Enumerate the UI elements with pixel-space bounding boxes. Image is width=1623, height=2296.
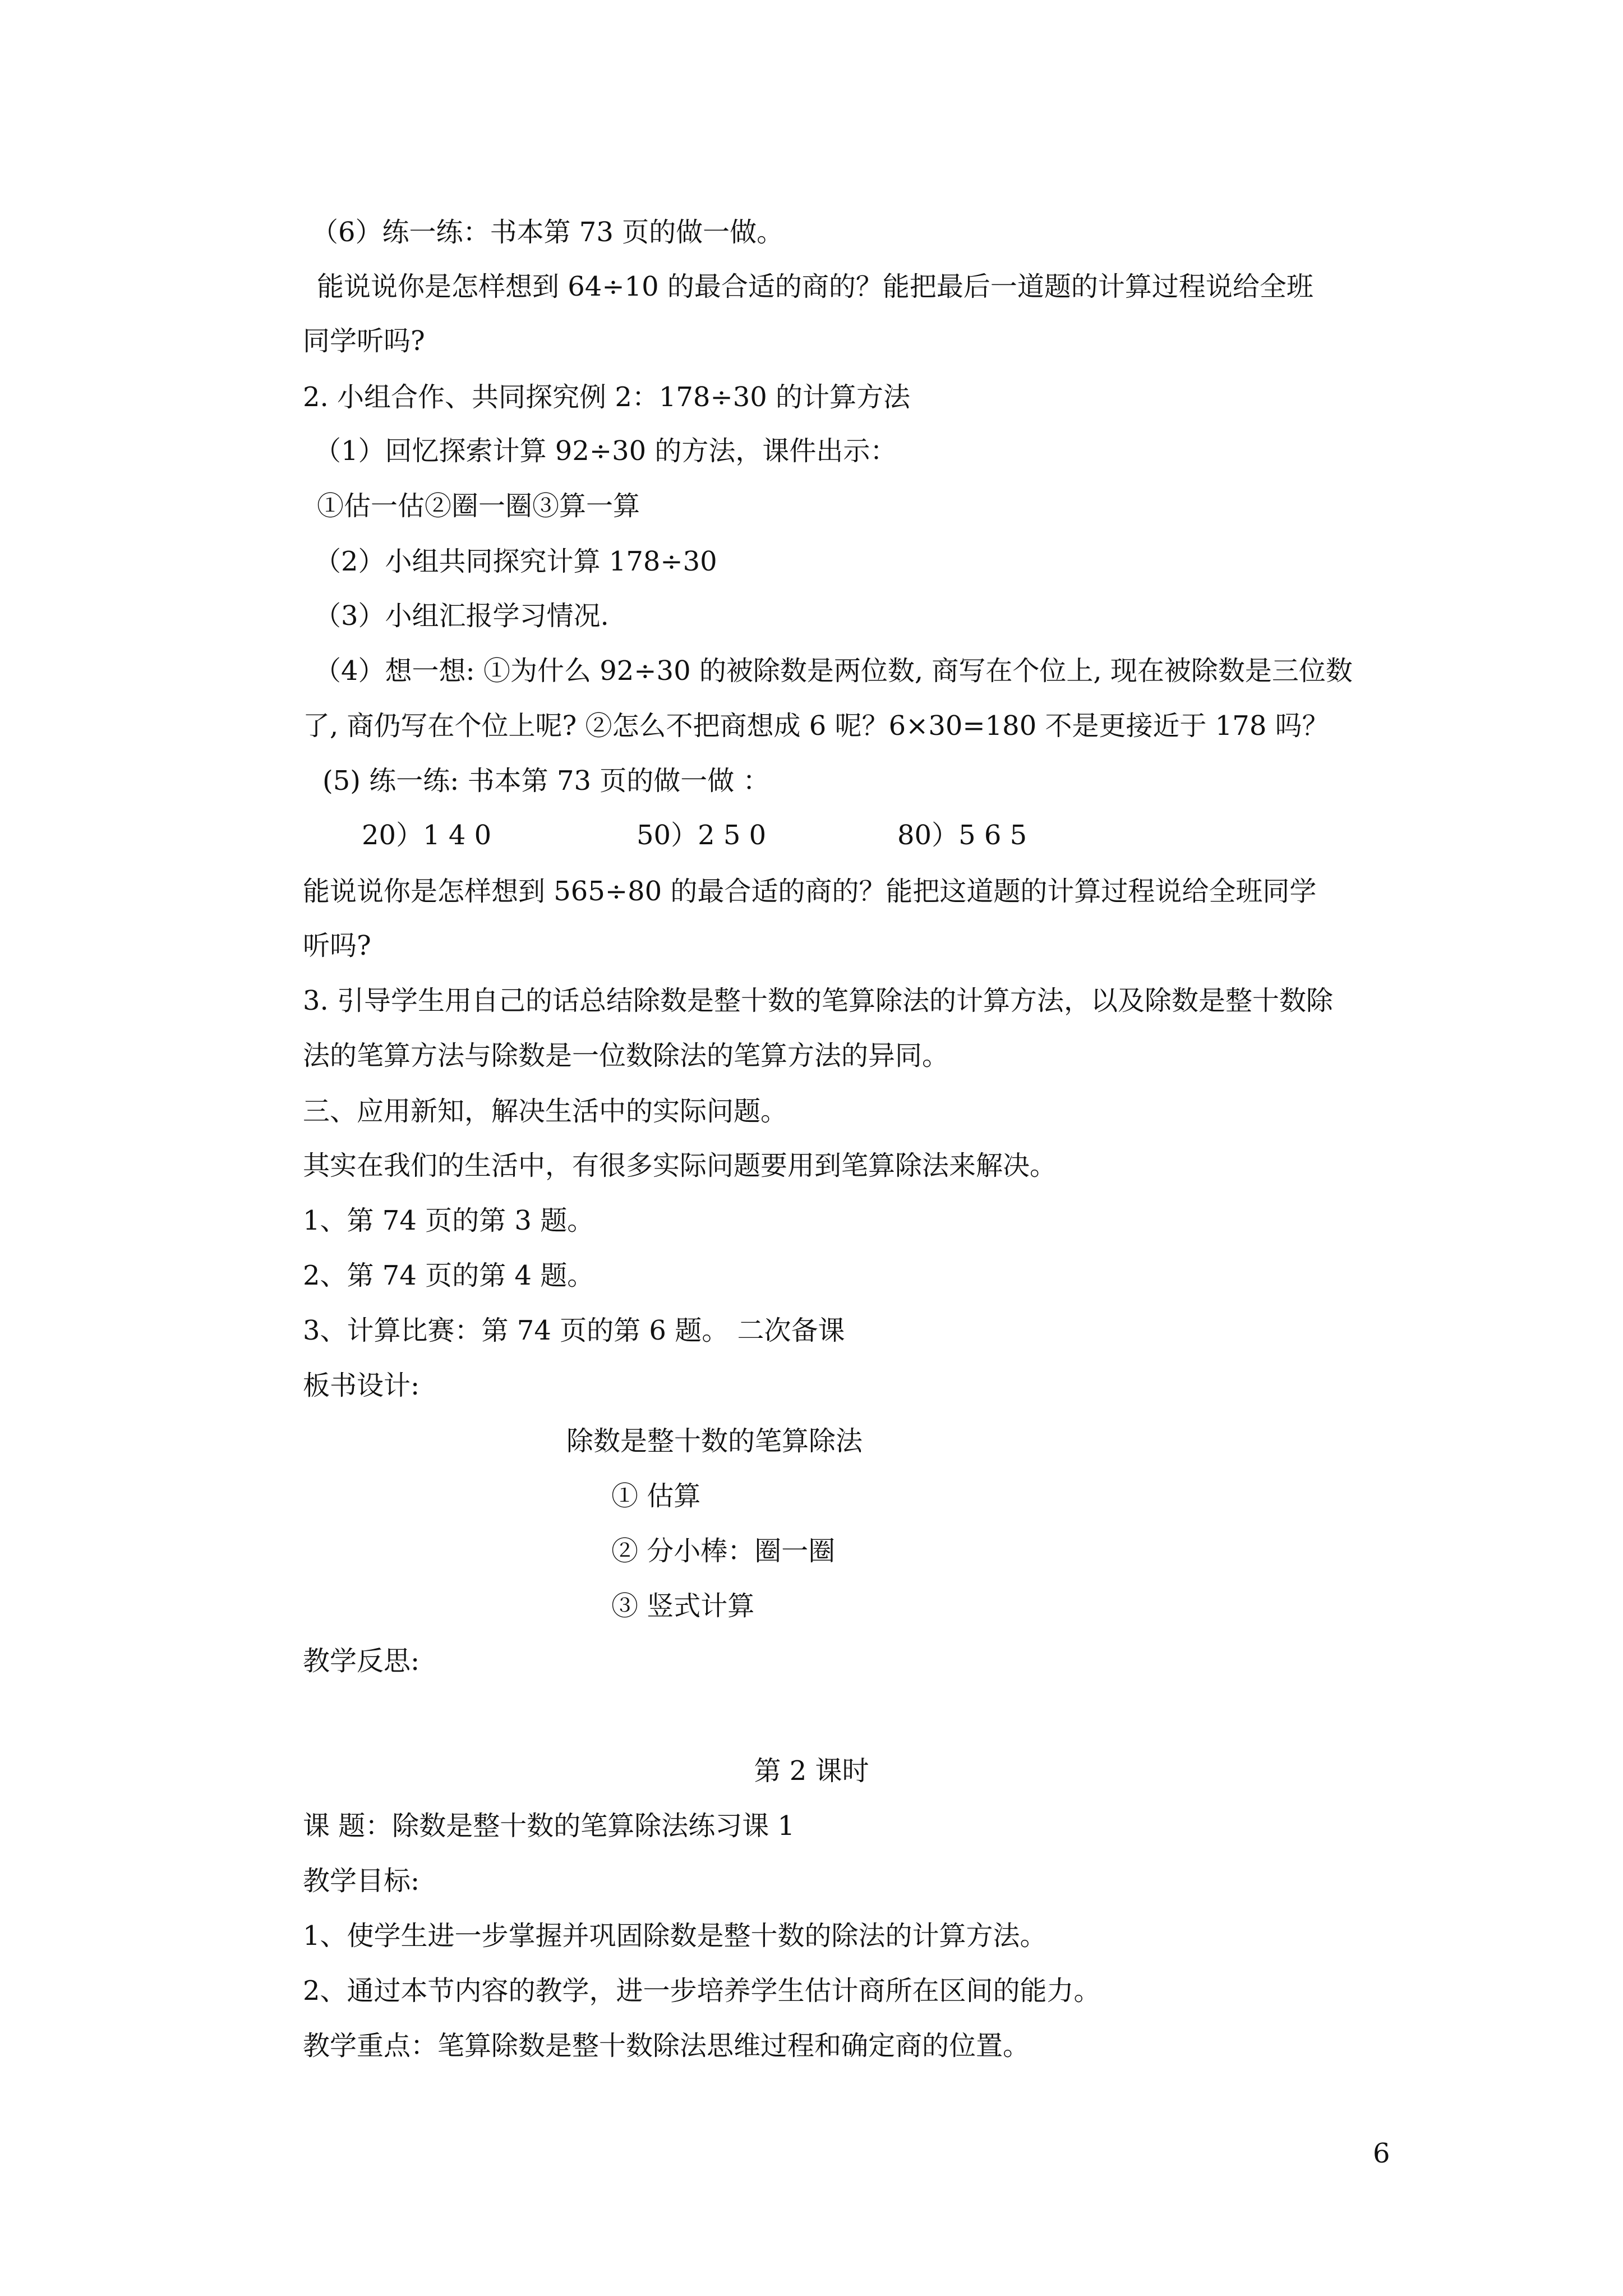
board-item: ③ 竖式计算	[611, 1590, 755, 1622]
section-heading: 2. 小组合作、共同探究例 2：178÷30 的计算方法	[303, 381, 911, 413]
exercise-2: 50）2 5 0	[637, 820, 767, 851]
list-item: 3、计算比赛：第 74 页的第 6 题。 二次备课	[303, 1315, 845, 1346]
page-number: 6	[1373, 2138, 1390, 2169]
text-line: （3）小组汇报学习情况.	[314, 600, 609, 632]
text-line: 教学重点：笔算除数是整十数除法思维过程和确定商的位置。	[303, 2030, 1030, 2062]
section-heading: 3. 引导学生用自己的话总结除数是整十数的笔算除法的计算方法，以及除数是整十数除	[303, 985, 1334, 1016]
list-item: 2、通过本节内容的教学，进一步培养学生估计商所在区间的能力。	[303, 1975, 1101, 2007]
lesson-title: 课 题：除数是整十数的笔算除法练习课 1	[303, 1810, 795, 1842]
list-item: 1、使学生进一步掌握并巩固除数是整十数的除法的计算方法。	[303, 1920, 1047, 1952]
board-item: ② 分小棒：圈一圈	[611, 1535, 836, 1567]
text-line: (5) 练一练: 书本第 73 页的做一做 ：	[322, 765, 770, 797]
text-line: 教学目标:	[303, 1865, 420, 1897]
text-line: （4）想一想: ①为什么 92÷30 的被除数是两位数, 商写在个位上, 现在被除数是三位数	[314, 655, 1353, 687]
text-line: 教学反思:	[303, 1645, 420, 1677]
text-line: ①估一估②圈一圈③算一算	[317, 490, 640, 522]
exercise-1: 20）1 4 0	[362, 820, 492, 851]
text-line: （2）小组共同探究计算 178÷30	[314, 546, 717, 577]
text-line: 能说说你是怎样想到 565÷80 的最合适的商的？能把这道题的计算过程说给全班同学	[303, 876, 1317, 907]
list-item: 2、第 74 页的第 4 题。	[303, 1260, 594, 1291]
text-line: 听吗?	[303, 930, 371, 961]
section-heading: 三、应用新知，解决生活中的实际问题。	[303, 1096, 788, 1127]
text-line: 板书设计:	[303, 1370, 420, 1401]
lesson-heading: 第 2 课时	[754, 1755, 869, 1787]
board-item: ① 估算	[611, 1480, 701, 1512]
text-line: （6）练一练：书本第 73 页的做一做。	[311, 217, 784, 248]
text-line: 其实在我们的生活中，有很多实际问题要用到笔算除法来解决。	[303, 1150, 1057, 1181]
text-line: 法的笔算方法与除数是一位数除法的笔算方法的异同。	[303, 1040, 949, 1071]
text-line: 了, 商仍写在个位上呢? ②怎么不把商想成 6 呢？6×30=180 不是更接近于 178 吗？	[303, 710, 1329, 742]
text-line: 同学听吗?	[303, 325, 425, 357]
text-line: 能说说你是怎样想到 64÷10 的最合适的商的？能把最后一道题的计算过程说给全班	[317, 271, 1313, 302]
text-line: （1）回忆探索计算 92÷30 的方法，课件出示：	[314, 435, 897, 467]
board-title: 除数是整十数的笔算除法	[566, 1425, 863, 1457]
list-item: 1、第 74 页的第 3 题。	[303, 1205, 594, 1236]
exercise-3: 80）5 6 5	[897, 820, 1027, 851]
